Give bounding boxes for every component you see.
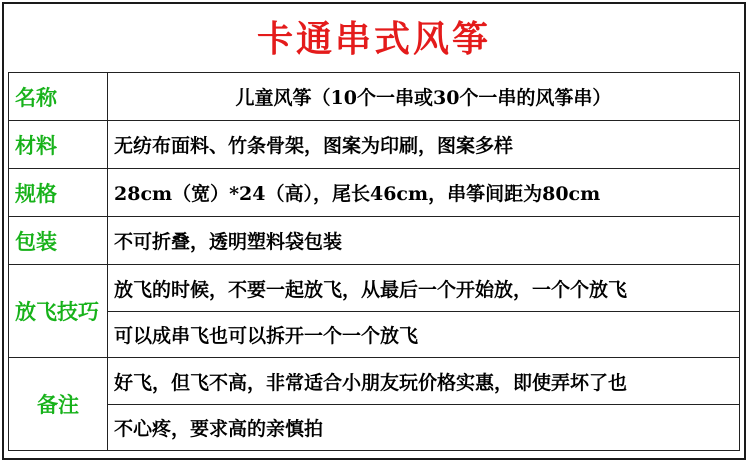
row-value-size: 28cm（宽）*24（高），尾长46cm，串筝间距为80cm [108,169,740,217]
row-value-material: 无纺布面料、竹条骨架，图案为印刷，图案多样 [108,121,740,169]
row-value-flying-tips-1: 放飞的时候，不要一起放飞，从最后一个开始放，一个个放飞 [108,265,740,312]
table-row-material [9,121,740,169]
row-value-notes-1: 好飞，但飞不高，非常适合小朋友玩价格实惠，即使弄坏了也 [108,358,740,405]
row-value-notes-2: 不心疼，要求高的亲慎拍 [108,405,740,451]
row-label-notes: 备注 [9,358,108,451]
spec-table [8,72,740,451]
row-value-name: 儿童风筝（10个一串或30个一串的风筝串） [108,73,740,121]
spec-sheet [2,2,746,460]
table-row-name [9,73,740,121]
table-row-packaging [9,217,740,265]
table-row-notes [9,358,740,405]
row-label-name: 名称 [9,73,108,121]
row-label-flying-tips: 放飞技巧 [9,265,108,358]
table-row-flying-tips [9,265,740,312]
row-label-packaging: 包装 [9,217,108,265]
table-row-size [9,169,740,217]
row-label-material: 材料 [9,121,108,169]
row-value-flying-tips-2: 可以成串飞也可以拆开一个一个放飞 [108,312,740,358]
page-title: 卡通串式风筝 [256,18,491,60]
row-label-size: 规格 [9,169,108,217]
table-row-flying-tips-2 [9,312,740,358]
table-row-notes-2 [9,405,740,451]
row-value-packaging: 不可折叠，透明塑料袋包装 [108,217,740,265]
